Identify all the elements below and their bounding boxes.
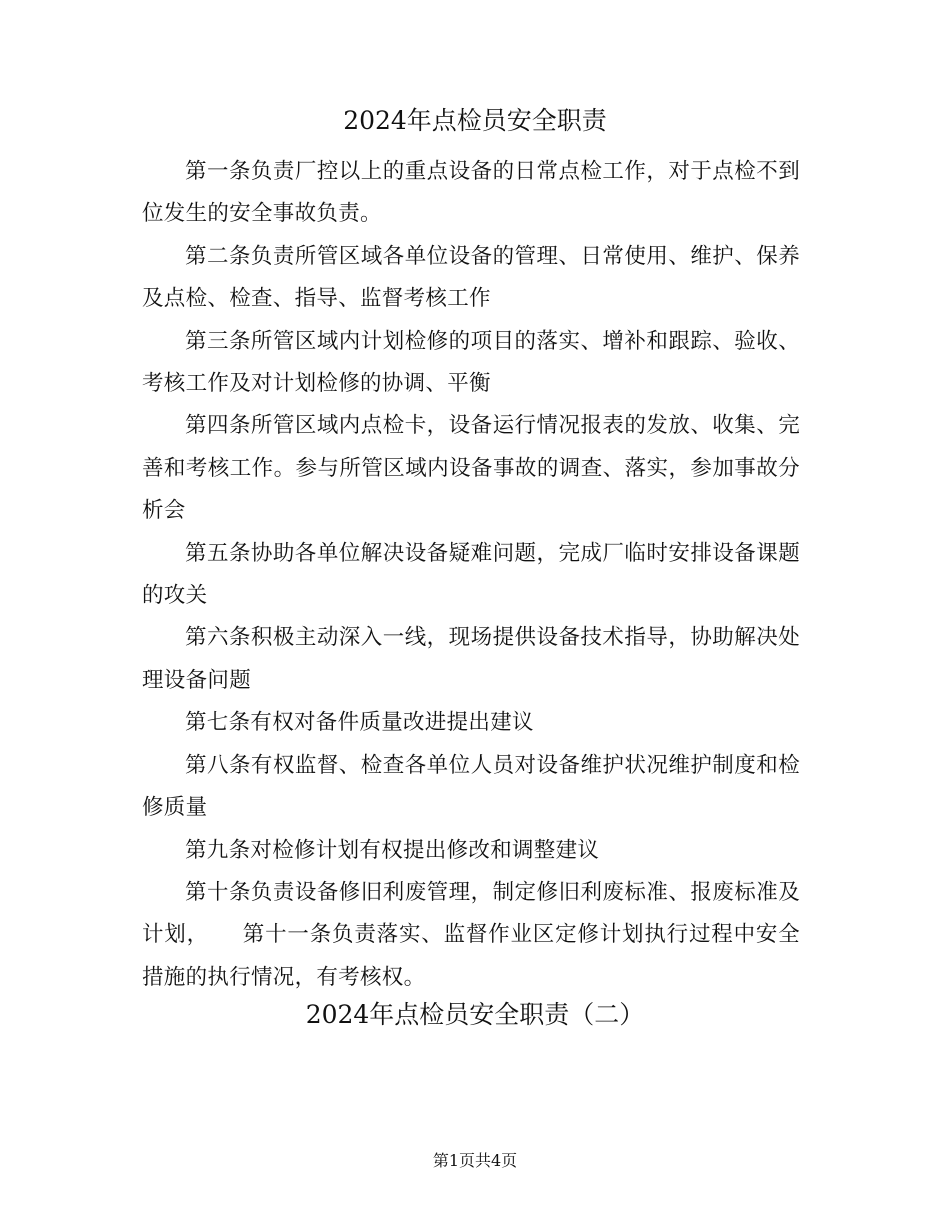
paragraph-article-4: 第四条所管区域内点检卡，设备运行情况报表的发放、收集、完善和考核工作。参与所管区域内设备事故的调查、落实，参加事故分析会 [142,413,800,524]
paragraph-article-10-11: 第十条负责设备修旧利废管理，制定修旧利废标准、报废标准及计划， 第十一条负责落实、监督作业区定修计划执行过程中安全措施的执行情况，有考核权。 [142,879,800,990]
paragraph-article-9: 第九条对检修计划有权提出修改和调整建议 [185,837,600,863]
paragraph-article-8: 第八条有权监督、检查各单位人员对设备维护状况维护制度和检修质量 [142,752,800,821]
page-footer: 第1页共4页 [432,1151,518,1170]
paragraph-article-1: 第一条负责厂控以上的重点设备的日常点检工作，对于点检不到位发生的安全事故负责。 [142,159,800,227]
document-title: 2024年点检员安全职责 [343,106,607,135]
paragraph-article-5: 第五条协助各单位解决设备疑难问题，完成厂临时安排设备课题的攻关 [142,540,800,609]
paragraph-article-3: 第三条所管区域内计划检修的项目的落实、增补和跟踪、验收、考核工作及对计划检修的协调、平衡 [142,328,800,397]
second-section-title: 2024年点检员安全职责（二） [305,1000,645,1029]
paragraph-article-7: 第七条有权对备件质量改进提出建议 [185,710,534,736]
paragraph-article-2: 第二条负责所管区域各单位设备的管理、日常使用、维护、保养及点检、检查、指导、监督考核工作 [142,243,800,312]
paragraph-article-6: 第六条积极主动深入一线，现场提供设备技术指导，协助解决处理设备问题 [142,625,800,693]
document-body [142,151,800,999]
